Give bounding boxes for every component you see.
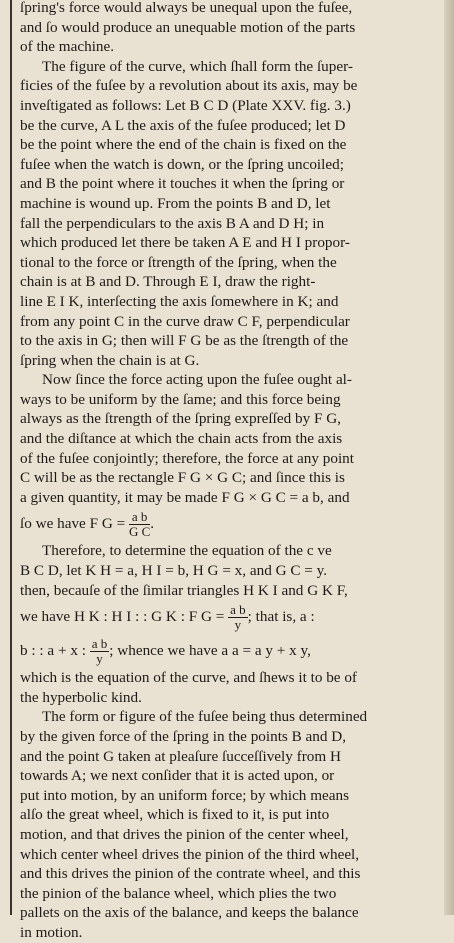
text-line: always as the ſtrength of the ſpring expreſſed by F G, — [20, 410, 341, 428]
text-line: C will be as the rectangle F G × G C; and ſince this is — [20, 469, 345, 487]
column-rule — [10, 0, 12, 915]
text-line: by the given force of the ſpring in the points B and D, — [20, 728, 347, 745]
text-line: The form or figure of the fuſee being thus determined — [42, 708, 368, 726]
text-line: and the point G taken at pleaſure ſucceſſively from H — [20, 747, 341, 765]
text-line: the hyperbolic kind. — [20, 688, 142, 706]
text-line: motion, and that drives the pinion of the center wheel, — [20, 825, 349, 843]
text-line: line E I K, interſecting the axis ſomewhere in K; and — [20, 292, 339, 310]
equation-line — [20, 634, 436, 668]
text-line: pallets on the axis of the balance, and keeps the balance — [20, 904, 359, 922]
text-line: fuſee when the watch is down, or the ſpring uncoiled; — [20, 155, 344, 173]
equation-tail: ; that is, a : — [247, 608, 315, 626]
book-page — [10, 0, 436, 941]
text-line: ſpring when the chain is at G. — [20, 351, 200, 369]
text-line: which is the equation of the curve, and ſhews it to be of — [20, 669, 357, 687]
text-line: machine is wound up. From the points B and D, let — [20, 194, 331, 212]
text-line: inveſtigated as follows: Let B C D (Plate XXV. fig. 3.) — [20, 96, 351, 114]
fraction — [129, 510, 150, 539]
text-line: The figure of the curve, which ſhall form the ſuper- — [42, 57, 353, 75]
text-line: in motion. — [20, 923, 83, 941]
equation-lead: ſo we have F G = — [20, 515, 126, 533]
text-line: ſpring's force would always be unequal upon the fuſee, — [20, 0, 353, 16]
text-line: which produced let there be taken A E and H I propor- — [20, 234, 350, 252]
fraction-denominator: y — [234, 617, 242, 633]
text-column — [20, 0, 436, 943]
equation-line — [20, 600, 436, 634]
text-line: Now ſince the force acting upon the fuſee ought al- — [42, 371, 352, 389]
page-edge — [444, 0, 454, 915]
fraction — [228, 603, 248, 632]
text-line: the pinion of the balance wheel, which plies the two — [20, 884, 337, 902]
text-line: ficies of the fuſee by a revolution about its axis, may be — [20, 77, 358, 95]
text-line: put into motion, by an uniform force; by which means — [20, 786, 350, 804]
fraction-numerator: a b — [91, 636, 108, 652]
equation-lead: b : : a + x : — [20, 642, 86, 660]
fraction — [90, 637, 110, 666]
fraction-numerator: a b — [230, 602, 246, 618]
equation-lead: we have H K : H I : : G K : F G = — [20, 608, 225, 626]
text-line: tional to the force or ſtrength of the ſpring, when the — [20, 253, 337, 271]
equation-line — [20, 507, 436, 541]
fraction-denominator: G C — [128, 524, 151, 540]
text-line: alſo the great wheel, which is fixed to it, is put into — [20, 806, 330, 824]
equation-tail: ; whence we have a a = a y + x y, — [109, 642, 311, 660]
equation-tail: . — [150, 515, 155, 533]
text-line: and B the point where it touches it when the ſpring or — [20, 175, 345, 193]
text-line: and ſo would produce an unequable motion of the parts — [20, 18, 356, 36]
text-line: then, becauſe of the ſimilar triangles H K I and G K F, — [20, 581, 348, 599]
text-line: which center wheel drives the pinion of the third wheel, — [20, 845, 360, 863]
text-line: be the curve, A L the axis of the fuſee produced; let D — [20, 116, 346, 134]
text-line: ways to be uniform by the ſame; and this force being — [20, 390, 341, 408]
text-line: be the point where the end of the chain is fixed on the — [20, 136, 347, 154]
text-line: a given quantity, it may be made F G × G C = a b, and — [20, 488, 350, 506]
text-line: and this drives the pinion of the contrate wheel, and this — [20, 865, 361, 883]
text-line: fall the perpendiculars to the axis B A and D H; in — [20, 214, 325, 232]
text-line: chain is at B and D. Through E I, draw the right- — [20, 273, 316, 291]
text-line: to the axis in G; then will F G be as the ſtrength of the — [20, 332, 349, 350]
text-line: and the diſtance at which the chain acts from the axis — [20, 430, 343, 448]
text-line: B C D, let K H = a, H I = b, H G = x, and G C = y. — [20, 562, 328, 580]
text-line: of the machine. — [20, 38, 115, 56]
text-line: from any point C in the curve draw C F, perpendicular — [20, 312, 350, 330]
text-line: of the fuſee conjointly; therefore, the force at any point — [20, 449, 354, 467]
fraction-denominator: y — [96, 651, 103, 667]
text-line: towards A; we next conſider that it is acted upon, or — [20, 767, 335, 785]
fraction-numerator: a b — [129, 510, 150, 525]
text-line: Therefore, to determine the equation of the c ve — [42, 542, 332, 560]
